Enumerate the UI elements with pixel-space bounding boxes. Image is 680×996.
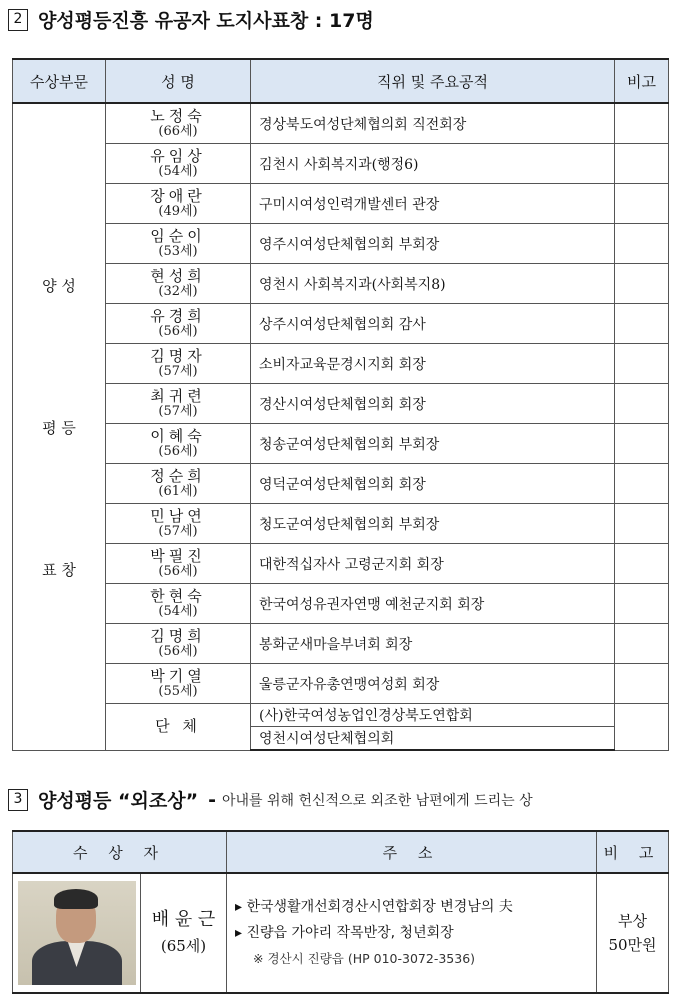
header-position: 직위 및 주요공적: [251, 59, 615, 103]
position-cell: 한국여성유권자연맹 예천군지회 회장: [251, 584, 615, 624]
position-cell: 경산시여성단체협의회 회장: [251, 384, 615, 424]
table-row: [13, 384, 669, 424]
remark-cell: [615, 384, 669, 424]
person-name: 김명희: [150, 626, 206, 645]
position-cell: 구미시여성인력개발센터 관장: [251, 184, 615, 224]
winner-details: [227, 873, 597, 993]
remark-cell: [615, 103, 669, 144]
award-amount: 50만원: [608, 936, 657, 954]
person-name: 장애란: [150, 186, 206, 205]
award-cell: [597, 873, 669, 993]
remark-cell: [615, 344, 669, 384]
title-dash: -: [208, 788, 216, 811]
section-number-box: 3: [8, 789, 28, 811]
person-name: 노정숙: [150, 106, 206, 125]
person-name: 민남연: [150, 506, 206, 525]
section2-title: [8, 6, 374, 33]
position-cell: 울릉군자유총연맹여성회 회장: [251, 664, 615, 704]
header-winner: 수 상 자: [13, 831, 227, 873]
table-row: [13, 624, 669, 664]
table-row: [13, 144, 669, 184]
position-cell: 청도군여성단체협의회 부회장: [251, 504, 615, 544]
category-text: 표 창: [42, 560, 76, 579]
position-cell: 영천시 사회복지과(사회복지8): [251, 264, 615, 304]
remark-cell: [615, 544, 669, 584]
winner-age: (65세): [160, 937, 207, 955]
table-row: [13, 344, 669, 384]
person-name: 박필진: [150, 546, 206, 565]
table-row: [13, 584, 669, 624]
category-text: 양 성: [42, 276, 76, 295]
person-age: (57세): [158, 363, 198, 379]
name-cell: [106, 584, 251, 624]
position-cell: 청송군여성단체협의회 부회장: [251, 424, 615, 464]
triangle-bullet-icon: ▸: [235, 925, 247, 941]
person-age: (57세): [158, 523, 198, 539]
position-cell: 경상북도여성단체협의회 직전회장: [251, 103, 615, 144]
position-cell: 김천시 사회복지과(행정6): [251, 144, 615, 184]
remark-cell: [615, 704, 669, 751]
remark-cell: [615, 584, 669, 624]
name-cell: [106, 384, 251, 424]
table-row: [13, 504, 669, 544]
name-cell: [106, 424, 251, 464]
table-row: [13, 464, 669, 504]
person-age: (49세): [158, 203, 198, 219]
position-cell: 영덕군여성단체협의회 회장: [251, 464, 615, 504]
group-label: 단 체: [106, 704, 251, 751]
winner-photo: [18, 881, 136, 985]
remark-cell: [615, 664, 669, 704]
detail-item: ▸ 진량읍 가야리 작목반장, 청년회장: [235, 925, 454, 941]
name-cell: [106, 184, 251, 224]
person-name: 임순이: [150, 226, 206, 245]
person-age: (56세): [158, 643, 198, 659]
position-cell: 영주시여성단체협의회 부회장: [251, 224, 615, 264]
person-name: 박기열: [150, 666, 206, 685]
category-text: 평 등: [42, 418, 76, 437]
person-age: (66세): [158, 123, 198, 139]
header-name: 성 명: [106, 59, 251, 103]
table-row: [13, 664, 669, 704]
winner-photo-cell: [13, 873, 141, 993]
table-row: [13, 544, 669, 584]
person-age: (55세): [158, 683, 198, 699]
group-org: 영천시여성단체협의회: [251, 727, 615, 751]
remark-cell: [615, 264, 669, 304]
name-cell: [106, 464, 251, 504]
detail-note: ※ 경산시 진량읍 (HP 010-3072-3536): [253, 951, 476, 966]
person-age: (57세): [158, 403, 198, 419]
table-row: [13, 103, 669, 144]
name-cell: [106, 264, 251, 304]
section2-title-text: 양성평등진흥 유공자 도지사표창 : 17명: [38, 10, 374, 32]
name-cell: [106, 544, 251, 584]
person-name: 한현숙: [150, 586, 206, 605]
name-cell: [106, 624, 251, 664]
table-row: [13, 224, 669, 264]
header-remark: 비고: [615, 59, 669, 103]
table-row: [13, 304, 669, 344]
remark-cell: [615, 424, 669, 464]
awardee-table: [12, 58, 669, 751]
name-cell: [106, 504, 251, 544]
name-cell: [106, 144, 251, 184]
section3-title: [8, 786, 533, 813]
header-category: 수상부문: [13, 59, 106, 103]
person-name: 유임상: [150, 146, 206, 165]
group-org: (사)한국여성농업인경상북도연합회: [251, 704, 615, 727]
table-row: [13, 264, 669, 304]
person-name: 유경희: [150, 306, 206, 325]
table-row: [13, 184, 669, 224]
remark-cell: [615, 464, 669, 504]
remark-cell: [615, 224, 669, 264]
position-cell: 상주시여성단체협의회 감사: [251, 304, 615, 344]
person-age: (53세): [158, 243, 198, 259]
person-age: (54세): [158, 163, 198, 179]
winner-name: 배 윤 근: [151, 909, 216, 930]
person-name: 최귀련: [150, 386, 206, 405]
table-row: [13, 704, 669, 727]
section3-subtitle: 아내를 위해 헌신적으로 외조한 남편에게 드리는 상: [221, 792, 533, 809]
name-cell: [106, 304, 251, 344]
category-cell: [13, 103, 106, 750]
name-cell: [106, 344, 251, 384]
person-name: 현성희: [150, 266, 206, 285]
person-age: (56세): [158, 323, 198, 339]
remark-cell: [615, 504, 669, 544]
person-name: 이혜숙: [150, 426, 206, 445]
winner-name-cell: [141, 873, 227, 993]
section3-title-text: 양성평등 “외조상”: [38, 790, 199, 812]
remark-cell: [615, 144, 669, 184]
section-number-box: 2: [8, 9, 28, 31]
remark-cell: [615, 304, 669, 344]
person-age: (54세): [158, 603, 198, 619]
position-cell: 봉화군새마을부녀회 회장: [251, 624, 615, 664]
detail-item: ▸ 한국생활개선회경산시연합회장 변경남의 夫: [235, 899, 513, 915]
remark-cell: [615, 184, 669, 224]
name-cell: [106, 224, 251, 264]
award-label: 부상: [618, 912, 647, 930]
position-cell: 대한적십자사 고령군지회 회장: [251, 544, 615, 584]
person-age: (56세): [158, 443, 198, 459]
position-cell: 소비자교육문경시지회 회장: [251, 344, 615, 384]
person-name: 정순희: [150, 466, 206, 485]
person-age: (61세): [158, 483, 198, 499]
triangle-bullet-icon: ▸: [235, 899, 247, 915]
header-address: 주 소: [227, 831, 597, 873]
person-age: (56세): [158, 563, 198, 579]
table-row: [13, 424, 669, 464]
person-age: (32세): [158, 283, 198, 299]
person-name: 김명자: [150, 346, 206, 365]
remark-cell: [615, 624, 669, 664]
header-remark: 비 고: [597, 831, 669, 873]
name-cell: [106, 103, 251, 144]
spouse-award-table: [12, 830, 669, 994]
name-cell: [106, 664, 251, 704]
